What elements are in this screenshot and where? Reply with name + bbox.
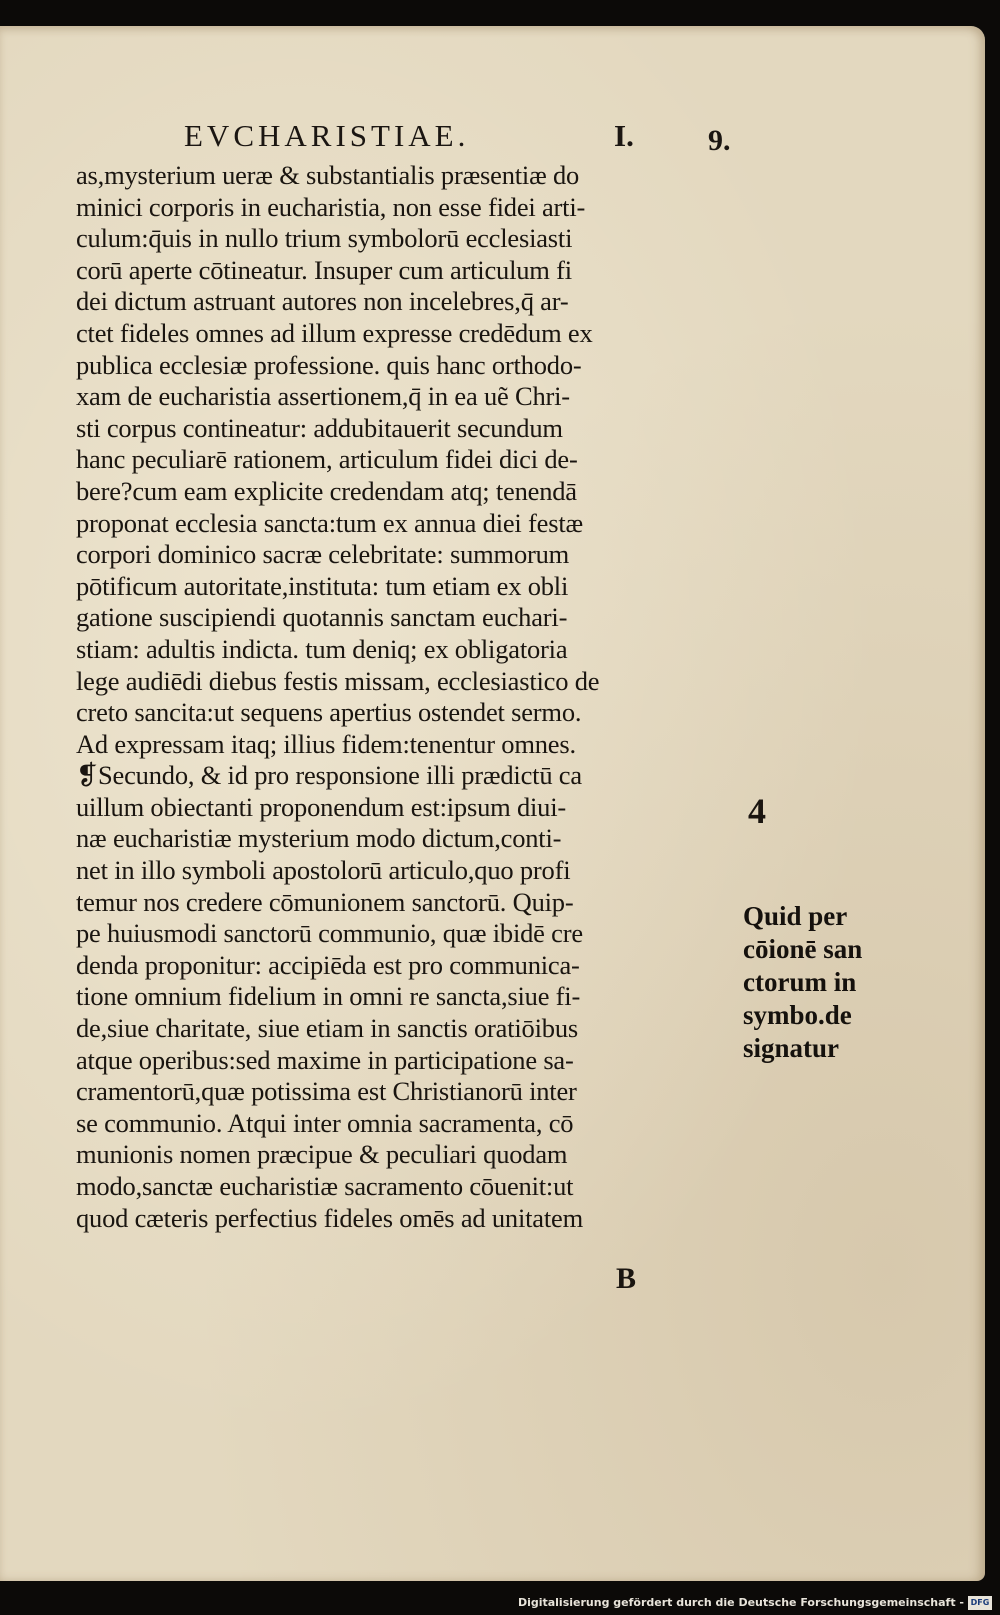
text-line: lege audiēdi diebus festis missam, ecclesiastico de: [76, 665, 600, 696]
marginal-note: [743, 900, 893, 1065]
running-head: [0, 118, 985, 158]
text-line: bere?cum eam explicite credendam atq; tenendā: [76, 475, 577, 506]
text-line: publica ecclesiæ professione. quis hanc orthodo-: [76, 349, 582, 380]
text-line: pōtificum autoritate,instituta: tum etiam ex obli: [76, 570, 569, 601]
marginal-note-line: ctorum in: [743, 967, 857, 997]
text-line: ctet fideles omnes ad illum expresse credēdum ex: [76, 317, 593, 348]
marginal-note-line: Quid per: [743, 901, 848, 931]
text-line: denda proponitur: accipiēda est pro communica-: [76, 949, 580, 980]
text-line: minici corporis in eucharistia, non esse fidei arti-: [76, 191, 586, 222]
margin-section-number: 4: [748, 791, 766, 831]
footer-credit: Digitalisierung gefördert durch die Deutsche Forschungsgemeinschaft -: [517, 1596, 964, 1609]
text-line: sti corpus contineatur: addubitauerit secundum: [76, 412, 563, 443]
running-head-chapter: I.: [614, 118, 634, 153]
text-line: se communio. Atqui inter omnia sacramenta, cō: [76, 1107, 574, 1138]
text-line: uillum obiectanti proponendum est:ipsum diui-: [76, 791, 567, 822]
marginal-note-line: cōionē san: [743, 934, 863, 964]
text-line: atque operibus:sed maxime in participatione sa-: [76, 1044, 574, 1075]
text-line: net in illo symboli apostolorū articulo,quo profi: [76, 855, 571, 886]
text-line: munionis nomen præcipue & peculiari quodam: [76, 1139, 568, 1170]
text-line: creto sancita:ut sequens apertius ostendet sermo.: [76, 697, 582, 728]
text-line: stiam: adultis indicta. tum deniq; ex obligatoria: [76, 633, 568, 664]
dfg-logo-icon: DFG: [968, 1596, 992, 1610]
text-line: de,siue charitate, siue etiam in sanctis oratiōibus: [76, 1013, 578, 1044]
text-line: quod cæteris perfectius fideles omēs ad unitatem: [76, 1202, 583, 1233]
text-line: culum:q̄uis in nullo trium symbolorū ecclesiasti: [76, 223, 573, 254]
text-line: cramentorū,quæ potissima est Christianorū inter: [76, 1076, 577, 1107]
running-head-title: EVCHARISTIAE.: [184, 118, 470, 153]
text-line: gatione suscipiendi quotannis sanctam euchari-: [76, 602, 568, 633]
text-line: corū aperte cōtineatur. Insuper cum articulum fi: [76, 254, 572, 285]
text-line: proponat ecclesia sancta:tum ex annua diei festæ: [76, 507, 583, 538]
text-line: næ eucharistiæ mysterium modo dictum,conti-: [76, 823, 562, 854]
marginal-note-line: symbo.de: [743, 1000, 852, 1030]
text-line: ❡Secundo, & id pro responsione illi prædictū ca: [76, 760, 582, 791]
marginal-note-line: signatur: [743, 1033, 840, 1063]
text-line: as,mysterium ueræ & substantialis præsentiæ do: [76, 160, 580, 190]
text-line: dei dictum astruant autores non incelebres,q̄ ar-: [76, 286, 569, 317]
text-line: Ad expressam itaq; illius fidem:tenentur omnes.: [76, 728, 576, 759]
text-line: corpori dominico sacræ celebritate: summorum: [76, 539, 570, 570]
text-line: modo,sanctæ eucharistiæ sacramento cōuenit:ut: [76, 1171, 574, 1201]
text-line: hanc peculiarē rationem, articulum fidei dici de-: [76, 444, 578, 475]
folio-number: 9.: [708, 124, 731, 157]
text-line: temur nos credere cōmunionem sanctorū. Quip-: [76, 886, 574, 917]
footer-bar: [0, 1585, 1000, 1615]
body-text-block: [76, 160, 756, 1234]
text-line: pe huiusmodi sanctorū communio, quæ ibidē cre: [76, 918, 583, 949]
signature-mark: B: [616, 1262, 637, 1295]
text-line: xam de eucharistia assertionem,q̄ in ea uẽ Chri-: [76, 381, 570, 412]
text-line: tione omnium fidelium in omni re sancta,siue fi-: [76, 981, 581, 1012]
